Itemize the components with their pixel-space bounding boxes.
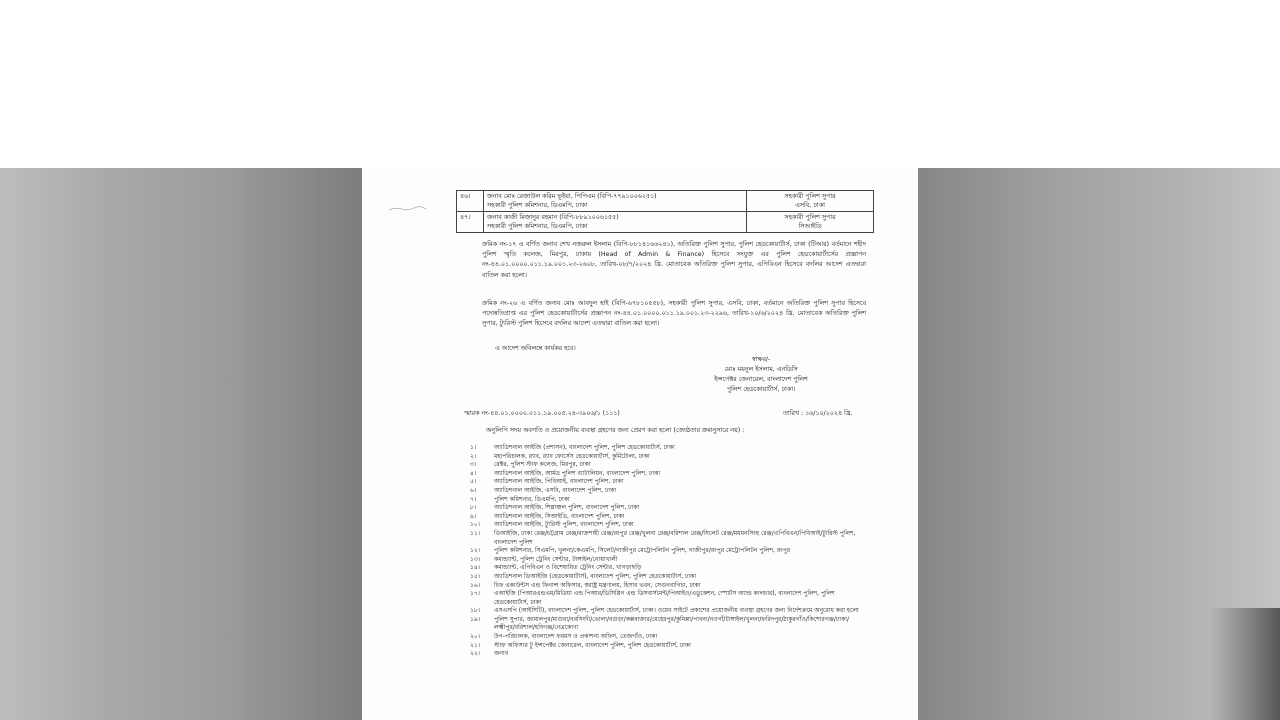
row-posting: সহকারী পুলিশ সুপার এসবি, ঢাকা	[747, 191, 874, 212]
list-item-text: চিফ একাউন্টস এন্ড ফিনান্স অফিসার, স্বরাষ্ট্র মন্ত্রণালয়, হিসাব ভবন, সেগুনবাগিচা, ঢাকা	[494, 581, 701, 589]
list-item	[470, 582, 866, 591]
list-item-number: ১৫।	[470, 572, 480, 580]
signatory-office: পুলিশ হেডকোয়ার্টার্স, ঢাকা।	[726, 386, 796, 393]
list-item-number: ১৩।	[470, 555, 480, 563]
list-item-number: ৩।	[470, 461, 477, 469]
row-posting: সহকারী পুলিশ সুপার সিআইডি	[747, 212, 874, 233]
row-officer: জনাব মোঃ রেজাউল করিম ভূইয়া, পিপিএম (বিপি-৭৭৯১০০৬২৫১) সহকারী পুলিশ কমিশনার, ডিএমপি, ঢাকা	[484, 191, 747, 212]
list-item-text: অ্যাডিশনাল আইজি, শিল্পাঞ্চল পুলিশ, বাংলাদেশ পুলিশ, ঢাকা	[494, 504, 640, 512]
list-item-text: ডিআইজি, ঢাকা রেঞ্জ/চট্টগ্রাম রেঞ্জ/রাজশাহী রেঞ্জ/রংপুর রেঞ্জ/খুলনা রেঞ্জ/বরিশাল রেঞ্জ/সিলেট রেঞ্জ/ময়মনসিংহ রেঞ্জ/এপিবিএন/পিবিআই/ট্যুরিস্ট পুলিশ, বাংলাদেশ পুলিশ	[494, 529, 856, 546]
row-serial: ৪৭।	[457, 212, 484, 233]
list-item-number: ১৯।	[470, 615, 480, 623]
list-item	[470, 616, 866, 633]
list-item-text: অ্যাডিশনাল আইজি, এসবি, বাংলাদেশ পুলিশ, ঢাকা	[494, 486, 617, 494]
top-blank-area	[0, 0, 1280, 168]
signature-mark: স্বাক্ষর/-	[751, 356, 771, 363]
list-item-number: ১৭।	[470, 590, 480, 598]
list-item	[470, 478, 866, 487]
pen-mark-icon	[388, 206, 428, 212]
list-item	[470, 487, 866, 496]
list-item-text: মহাপরিচালক, র‍্যাব, র‍্যাব ফোর্সেস হেডকোয়ার্টার্স, কুর্মিটোলা, ঢাকা	[494, 452, 650, 460]
list-item-text: রেক্টর, পুলিশ স্টাফ কলেজ, মিরপুর, ঢাকা	[494, 461, 591, 469]
list-item	[470, 521, 866, 530]
table-row	[457, 212, 874, 233]
list-item-text: স্টাফ অফিসার টু ইন্সপেক্টর জেনারেল, বাংলাদেশ পুলিশ, পুলিশ হেডকোয়ার্টার্স, ঢাকা	[494, 641, 691, 649]
table-row	[457, 191, 874, 212]
list-item	[470, 461, 866, 470]
list-item-number: ১০।	[470, 521, 480, 529]
list-item-text: পুলিশ কমিশনার, ডিএমপি, ঢাকা	[494, 495, 570, 503]
list-item-text: অ্যাডিশনাল আইজি (প্রশাসন), বাংলাদেশ পুলিশ, পুলিশ হেডকোয়ার্টার্স, ঢাকা	[494, 444, 675, 451]
list-item-number: ১৪।	[470, 564, 480, 572]
list-item-text: এআইজি (পিআরএন্ডএম/মিডিয়া এন্ড পিআর/ডিসিপ্লিন এন্ড ডিসবার্সমেন্ট/পিআইও/এডুকেশন, স্পোর্টস অ্যান্ড কালচার), বাংলাদেশ পুলিশ, পুলিশ হেডকোয়ার্টার্স, ঢাকা	[494, 590, 835, 606]
signatory-name: মোঃ ময়নুল ইসলাম, এনডিসি	[724, 366, 798, 373]
distribution-list	[470, 444, 866, 659]
list-item	[470, 607, 866, 616]
list-item-text: পুলিশ সুপার, জামালপুর/মাগুরা/নরসিংদী/ভোলা/বগুড়া/কক্সবাজার/মেহেরপুর/কুমিল্লা/পাবনা/নওগাঁ/টাঙ্গাইল/খুলনা/ফরিদপুর/ঠাকুরগাঁও/কিশোরগঞ্জ/ঢাকা/লক্ষ্মীপুর/বরিশাল/হবিগঞ্জ/নেত্রকোণা	[494, 615, 850, 632]
list-item-number: ৭।	[470, 495, 477, 503]
list-item	[470, 642, 866, 651]
list-item-number: ১১।	[470, 529, 480, 537]
list-item-number: ১৮।	[470, 607, 480, 615]
list-item	[470, 504, 866, 513]
list-item-number: ৯।	[470, 512, 477, 520]
list-item-text: অ্যাডিশনাল আইজি, সিআইডি, বাংলাদেশ পুলিশ, ঢাকা	[494, 512, 625, 520]
signatory-title: ইন্সপেক্টর জেনারেল, বাংলাদেশ পুলিশ	[714, 376, 808, 383]
copy-distribution-heading: অনুলিপি সদয় অবগতি ও প্রয়োজনীয় ব্যবস্থা গ্রহণের জন্য প্রেরণ করা হলো (জ্যেষ্ঠতার ক্রমানুসারে নয়) :	[486, 427, 745, 434]
list-item-text: অ্যাডিশনাল ডিআইজি (হেডকোয়ার্টার্স), বাংলাদেশ পুলিশ, পুলিশ হেডকোয়ার্টার্স, ঢাকা	[494, 572, 697, 580]
signature-block	[676, 355, 846, 395]
blurred-background-left	[0, 168, 362, 720]
list-item	[470, 530, 866, 547]
list-item-number: ৬।	[470, 486, 477, 494]
list-item-number: ১২।	[470, 547, 480, 555]
list-item-text: পুলিশ কমিশনার, সিএমপি, খুলনা/কেএমপি, সিলেট/গাজীপুর মেট্রোপলিটন পুলিশ, গাজীপুর/রংপুর মেট্রোপলিটন পুলিশ, রংপুর	[494, 547, 791, 555]
list-item	[470, 496, 866, 505]
list-item-number: ৪।	[470, 469, 477, 477]
list-item-text: অ্যাডিশনাল আইজি, ট্যুরিস্ট পুলিশ, বাংলাদেশ পুলিশ, ঢাকা	[494, 521, 634, 529]
memo-date: তারিখ : ১৬/১০/২০২৪ খ্রি.	[783, 410, 853, 417]
list-item-number: ২০।	[470, 633, 480, 641]
list-item-number: ২১।	[470, 641, 480, 649]
list-item	[470, 453, 866, 462]
blurred-background-right	[918, 168, 1280, 720]
paragraph-serial-26: ক্রমিক নং-২৬ এ বর্ণিত জনাব মোঃ আবদুল হাই (বিপি-৬৭৮১০৫৫৮), সহকারী পুলিশ সুপার, এসবি, ঢাকা, বর্তমানে অতিরিক্ত পুলিশ সুপার হিসেবে পদোন্নতিপ্রাপ্ত এর পুলিশ হেডকোয়ার্টার্সের প্রজ্ঞাপন নং-৪৪.০১.০০০০.০১১.১৯.০০১.২৩-২২৯৬, তারিখ-১০/৬/২০২৪ খ্রি. মোতাবেক অতিরিক্ত পুলিশ সুপার, ট্যুরিস্ট পুলিশ হিসেবে বদলির আদেশ এতদ্বারা বাতিল করা হলো।	[482, 300, 866, 328]
list-item-text: কমান্ড্যান্ট, এপিবিএন ও বিশেষায়িত ট্রেনিং সেন্টার, খাগড়াছড়ি	[494, 564, 642, 572]
list-item	[470, 573, 866, 582]
list-item	[470, 470, 866, 479]
list-item-number: ১৬।	[470, 581, 480, 589]
list-item	[470, 650, 866, 659]
list-item-text: কমান্ড্যান্ট, পুলিশ ট্রেনিং সেন্টার, টাঙ্গাইল/নোয়াখালী	[494, 555, 618, 563]
list-item-number: ৫।	[470, 478, 477, 486]
list-item-text: এসএসপি (আইসিটি), বাংলাদেশ পুলিশ, পুলিশ হেডকোয়ার্টার্স, ঢাকা। ওয়েব সাইটে প্রকাশের প্রয়োজনীয় ব্যবস্থা গ্রহণের জন্য নির্দেশক্রমে অনুরোধ করা হলো	[494, 607, 859, 615]
list-item	[470, 590, 866, 607]
list-item-number: ২।	[470, 452, 477, 460]
document-page	[362, 168, 918, 720]
list-item	[470, 444, 866, 453]
list-item-text: অ্যাডিশনাল আইজি, আর্মড পুলিশ ব্যাটালিয়ন, বাংলাদেশ পুলিশ, ঢাকা	[494, 469, 660, 477]
row-serial: ৪৬।	[457, 191, 484, 212]
list-item-text: অ্যাডিশনাল আইজি, পিবিআই, বাংলাদেশ পুলিশ, ঢাকা	[494, 478, 624, 486]
list-item-number: ৮।	[470, 504, 477, 512]
transfer-table	[456, 190, 874, 233]
row-officer: জনাব কাজী মিজানুর রহমান (বিপি-৮৮৯১০০৬১৫৫) সহকারী পুলিশ কমিশনার, ডিএমপি, ঢাকা	[484, 212, 747, 233]
list-item-text: জনাব	[494, 650, 509, 658]
order-effect-line: এ আদেশ অবিলম্বে কার্যকর হবে।	[495, 345, 576, 352]
list-item	[470, 564, 866, 573]
memo-number: স্মারক নং-৪৪.০১.০০০০.০১১.১৯.০০৫.২৪-৩৯০৬/১ (১১১)	[464, 410, 620, 417]
list-item-number: ১।	[470, 444, 477, 451]
paragraph-serial-17: ক্রমিক নং-১৭ এ বর্ণিত জনাব শেখ নজরুল ইসলাম (বিপি-৮৮১৪১৬৬২৪১), অতিরিক্ত পুলিশ সুপার, পুলিশ হেডকোয়ার্টার্স, ঢাকা (টিআর) বর্তমানে শহীদ পুলিশ স্মৃতি কলেজ, মিরপুর, ঢাকায় (Head of Admin & Finance) হিসেবে সংযুক্ত এর পুলিশ হেডকোয়ার্টার্সের প্রজ্ঞাপন নং-৪৪.০১.০০০০.০১১.১৯.০০১.২৩-২৬০৮, তারিখ-০৮/৭/২০২৪ খ্রি. মোতাবেক অতিরিক্ত পুলিশ সুপার, এপিবিএন হিসেবে বদলির আদেশ এতদ্বারা বাতিল করা হলো।	[482, 241, 866, 279]
list-item-text: উপ-পরিচালক, বাংলাদেশ ফরমস ও প্রকাশনা অফিস, তেজগাঁও, ঢাকা	[494, 633, 658, 641]
list-item	[470, 633, 866, 642]
list-item-number: ২২।	[470, 650, 480, 658]
list-item	[470, 547, 866, 556]
